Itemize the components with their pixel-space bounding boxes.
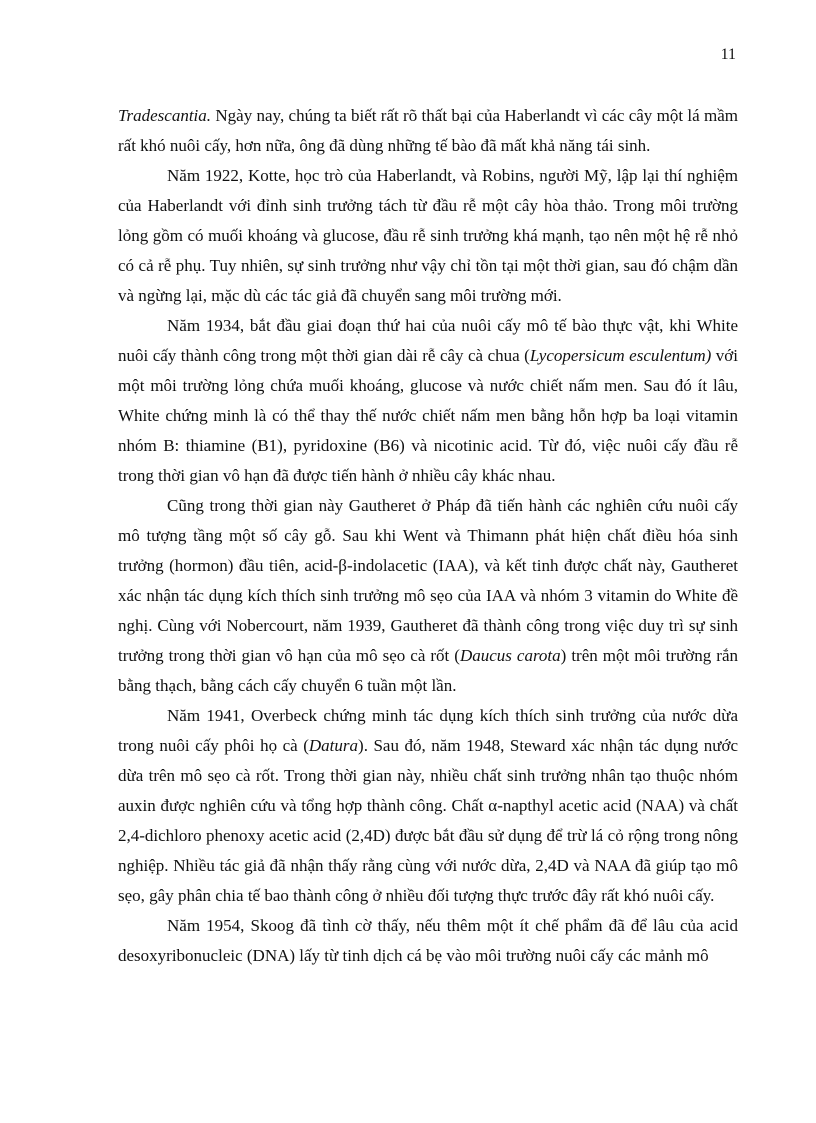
paragraph-3 — [118, 311, 738, 491]
text-run: ). Sau đó, năm 1948, Steward xác nhận tác dụng nước dừa trên mô sẹo cà rốt. Trong thời gian này, nhiều chất sinh trưởng nhân tạo thuộc nhóm auxin được nghiên cứu và tổng hợp thành công. Chất α-napthyl acetic acid (NAA) và chất 2,4-dichloro phenoxy acetic acid (2,4D) được bắt đầu sử dụng để trừ lá cỏ rộng trong nông nghiệp. Nhiều tác giả đã nhận thấy rằng cùng với nước dừa, 2,4D và NAA đã giúp tạo mô sẹo, gây phân chia tế bao thành công ở nhiều đối tượng thực trước đây rất khó nuôi cấy. — [118, 736, 738, 905]
body-text — [118, 101, 738, 971]
text-run: Năm 1954, Skoog đã tình cờ thấy, nếu thêm một ít chế phẩm đã để lâu của acid desoxyribonucleic (DNA) lấy từ tinh dịch cá bẹ vào môi trường nuôi cấy các mảnh mô — [118, 916, 738, 965]
paragraph-5 — [118, 701, 738, 911]
paragraph-2 — [118, 161, 738, 311]
paragraph-6 — [118, 911, 738, 971]
text-run: Tradescantia. — [118, 106, 212, 125]
text-run: Năm 1941, Overbeck chứng minh tác dụng kích thích sinh trưởng của nước dừa trong nuôi cấy phôi họ cà ( — [118, 706, 738, 755]
paragraph-4 — [118, 491, 738, 701]
paragraph-1 — [118, 101, 738, 161]
text-run: Daucus carota — [459, 646, 561, 665]
page-number: 11 — [720, 46, 736, 63]
text-run: Năm 1934, bắt đầu giai đoạn thứ hai của nuôi cấy mô tế bào thực vật, khi White nuôi cấy thành công trong một thời gian dài rễ cây cà chua ( — [118, 316, 738, 365]
text-run: Năm 1922, Kotte, học trò của Haberlandt, và Robins, người Mỹ, lập lại thí nghiệm của Haberlandt với đỉnh sinh trưởng tách từ đầu rễ một cây hòa thảo. Trong môi trường lỏng gồm có muối khoáng và glucose, đầu rễ sinh trưởng khá mạnh, tạo nên một hệ rễ nhỏ có cả rễ phụ. Tuy nhiên, sự sinh trưởng như vậy chỉ tồn tại một thời gian, sau đó chậm dần và ngừng lại, mặc dù các tác giả đã chuyển sang môi trường mới. — [118, 166, 738, 305]
text-run: Cũng trong thời gian này Gautheret ở Pháp đã tiến hành các nghiên cứu nuôi cấy mô tượng tầng một số cây gỗ. Sau khi Went và Thimann phát hiện chất điều hóa sinh trưởng (hormon) đầu tiên, acid-β-indolacetic (IAA), và kết tinh được chất này, Gautheret xác nhận tác dụng kích thích sinh trưởng mô sẹo của IAA và nhóm 3 vitamin do White đề nghị. Cùng với Nobercourt, năm 1939, Gautheret đã thành công trong việc duy trì sự sinh trưởng trong thời gian vô hạn của mô sẹo cà rốt ( — [118, 496, 738, 665]
text-run: ) trên một môi trường rắn bằng thạch, bằng cách cấy chuyển 6 tuần một lần. — [118, 646, 738, 695]
text-run: Lycopersicum esculentum) — [529, 346, 712, 365]
text-run: Datura — [308, 736, 359, 755]
text-run: Ngày nay, chúng ta biết rất rõ thất bại của Haberlandt vì các cây một lá mầm rất khó nuôi cấy, hơn nữa, ông đã dùng những tế bào đã mất khả năng tái sinh. — [118, 106, 738, 155]
text-run: với một môi trường lỏng chứa muối khoáng, glucose và nước chiết nấm men. Sau đó ít lâu, White chứng minh là có thể thay thế nước chiết nấm men bằng hỗn hợp ba loại vitamin nhóm B: thiamine (B1), pyridoxine (B6) và nicotinic acid. Từ đó, việc nuôi cấy đầu rễ trong thời gian vô hạn đã được tiến hành ở nhiều cây khác nhau. — [118, 346, 739, 485]
